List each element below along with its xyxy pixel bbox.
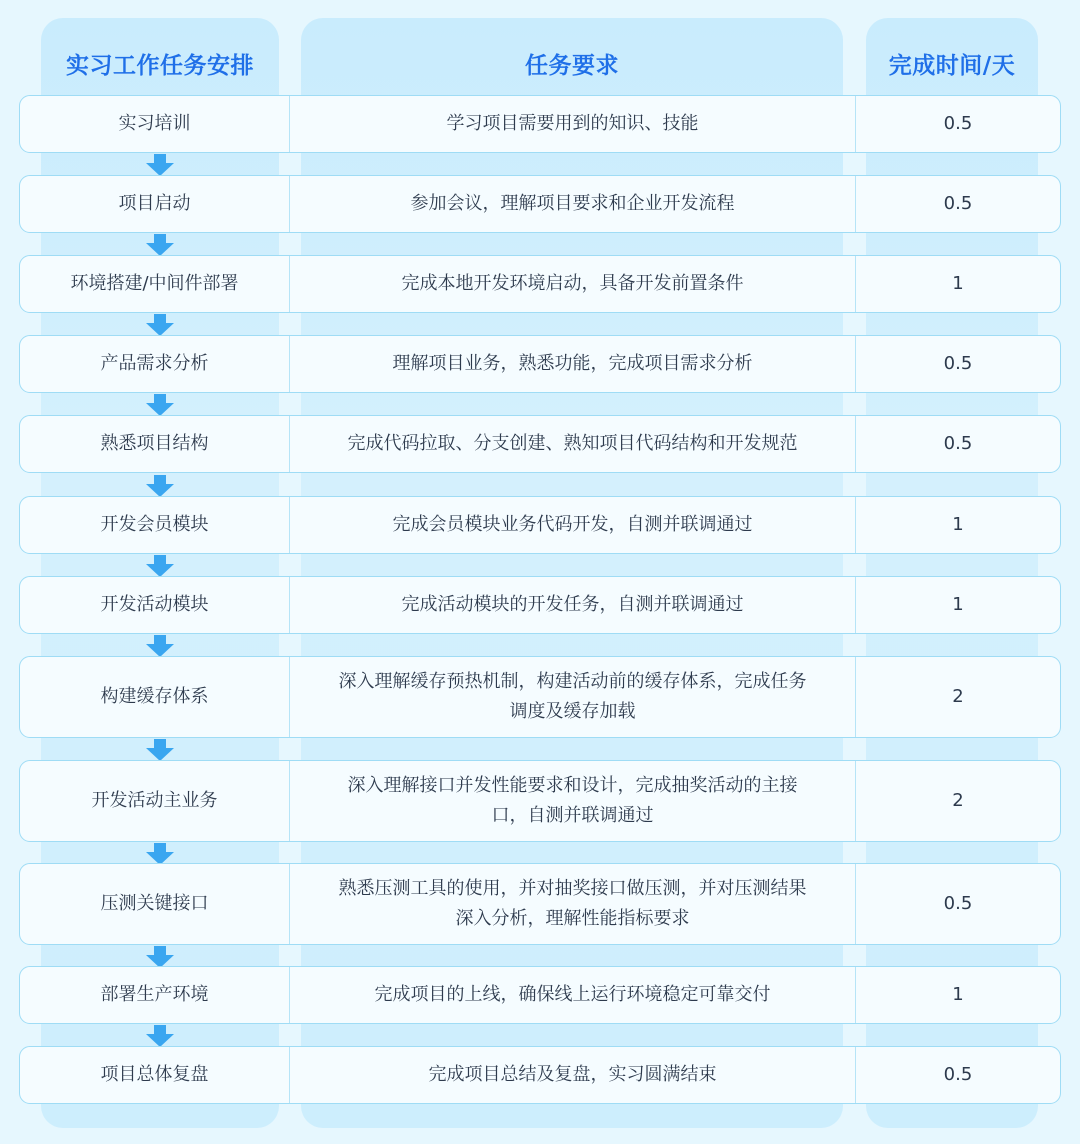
requirement-cell: 深入理解缓存预热机制，构建活动前的缓存体系，完成任务调度及缓存加载 [290,657,856,737]
requirement-cell: 学习项目需要用到的知识、技能 [290,96,856,152]
arrow-down-icon [145,555,175,577]
days-cell: 0.5 [943,353,973,374]
days-cell: 0.5 [943,193,973,214]
days-cell: 0.5 [943,433,973,454]
arrow-down-icon [145,394,175,416]
task-cell: 部署生产环境 [20,967,290,1023]
requirement-cell: 深入理解接口并发性能要求和设计，完成抽奖活动的主接口，自测并联调通过 [290,761,856,841]
days-cell: 1 [952,984,964,1005]
task-cell: 环境搭建/中间件部署 [20,256,290,312]
table-row [19,335,1061,393]
table-row [19,496,1061,554]
requirement-cell: 参加会议，理解项目要求和企业开发流程 [290,176,856,232]
table-row [19,175,1061,233]
arrow-down-icon [145,946,175,968]
task-cell: 产品需求分析 [20,336,290,392]
arrow-down-icon [145,314,175,336]
header-task: 实习工作任务安排 [66,52,254,79]
header-days: 完成时间/天 [888,52,1016,79]
days-cell: 0.5 [943,1064,973,1085]
arrow-down-icon [145,635,175,657]
requirement-cell: 完成活动模块的开发任务，自测并联调通过 [290,577,856,633]
task-cell: 构建缓存体系 [20,657,290,737]
task-cell: 开发活动模块 [20,577,290,633]
arrow-down-icon [145,843,175,865]
arrow-down-icon [145,1025,175,1047]
table-row [19,415,1061,473]
days-cell: 0.5 [943,893,973,914]
days-cell: 0.5 [943,113,973,134]
requirement-cell: 完成代码拉取、分支创建、熟知项目代码结构和开发规范 [290,416,856,472]
task-cell: 熟悉项目结构 [20,416,290,472]
arrow-down-icon [145,234,175,256]
requirement-cell: 理解项目业务，熟悉功能，完成项目需求分析 [290,336,856,392]
requirement-cell: 完成会员模块业务代码开发，自测并联调通过 [290,497,856,553]
table-row [19,760,1061,842]
table-row [19,1046,1061,1104]
days-cell: 1 [952,594,964,615]
arrow-down-icon [145,739,175,761]
days-cell: 2 [952,686,964,707]
task-cell: 开发会员模块 [20,497,290,553]
task-cell: 压测关键接口 [20,864,290,944]
table-row [19,255,1061,313]
table-row [19,656,1061,738]
arrow-down-icon [145,154,175,176]
days-cell: 1 [952,514,964,535]
task-cell: 项目启动 [20,176,290,232]
task-cell: 开发活动主业务 [20,761,290,841]
task-cell: 项目总体复盘 [20,1047,290,1103]
requirement-cell: 完成本地开发环境启动，具备开发前置条件 [290,256,856,312]
arrow-down-icon [145,475,175,497]
requirement-cell: 熟悉压测工具的使用，并对抽奖接口做压测，并对压测结果深入分析，理解性能指标要求 [290,864,856,944]
table-row [19,95,1061,153]
days-cell: 1 [952,273,964,294]
requirement-cell: 完成项目的上线，确保线上运行环境稳定可靠交付 [290,967,856,1023]
table-row [19,966,1061,1024]
task-cell: 实习培训 [20,96,290,152]
days-cell: 2 [952,790,964,811]
header-requirement: 任务要求 [525,52,619,79]
requirement-cell: 完成项目总结及复盘，实习圆满结束 [290,1047,856,1103]
table-row [19,576,1061,634]
table-row [19,863,1061,945]
